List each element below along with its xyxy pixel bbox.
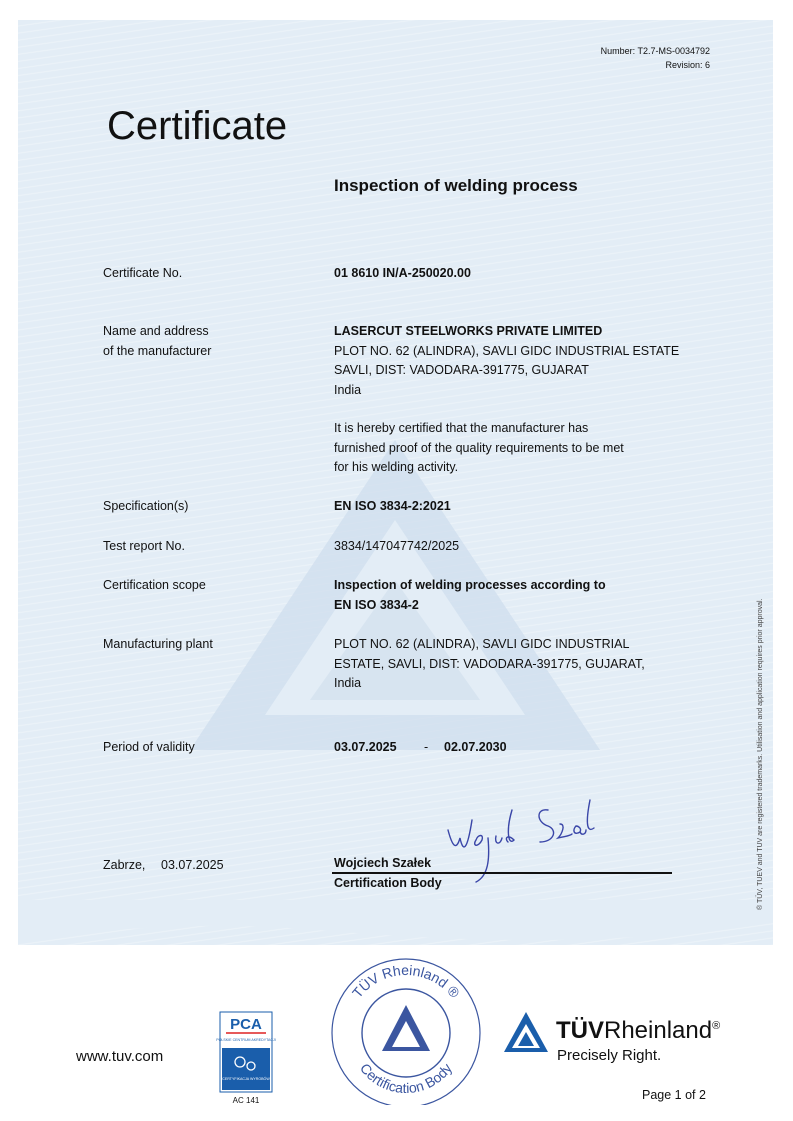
plant-label: Manufacturing plant	[103, 637, 213, 651]
certificate-number-line: Number: T2.7-MS-0034792	[600, 46, 710, 56]
validity-dash: -	[424, 740, 429, 754]
certificate-no-label: Certificate No.	[103, 266, 183, 280]
manufacturer-label-line2: of the manufacturer	[103, 344, 212, 358]
specification-label: Specification(s)	[103, 499, 189, 513]
manufacturer-label-line1: Name and address	[103, 324, 209, 338]
panel-wave-edge	[18, 900, 773, 960]
handwritten-signature	[436, 790, 606, 890]
statement-line1: It is hereby certified that the manufacturer has	[334, 421, 589, 435]
signer-name: Wojciech Szałek	[334, 856, 432, 870]
manufacturer-address-line2: SAVLI, DIST: VADODARA-391775, GUJARAT	[334, 363, 589, 377]
test-report-label: Test report No.	[103, 539, 185, 553]
signer-role: Certification Body	[334, 876, 442, 890]
brand-rest: Rheinland	[604, 1017, 713, 1044]
validity-from: 03.07.2025	[334, 740, 397, 754]
scope-value-line1: Inspection of welding processes according to	[334, 578, 606, 592]
pca-code: AC 141	[232, 1096, 260, 1105]
test-report-value: 3834/147047742/2025	[334, 539, 460, 553]
validity-label: Period of validity	[103, 740, 195, 754]
seal-top-text: TÜV Rheinland ®	[348, 961, 463, 1001]
manufacturer-address-line1: PLOT NO. 62 (ALINDRA), SAVLI GIDC INDUSTRIAL ESTATE	[334, 344, 680, 358]
pca-badge-text: CERTYFIKACJA WYROBÓW	[222, 1077, 270, 1081]
validity-to: 02.07.2030	[444, 740, 507, 754]
tuv-brand-name	[556, 1017, 720, 1045]
website-link[interactable]: www.tuv.com	[76, 1048, 164, 1065]
seal-bottom-text: Certification Body	[356, 1060, 456, 1097]
scope-value-line2: EN ISO 3834-2	[334, 598, 419, 612]
brand-bold: TÜV	[556, 1017, 604, 1044]
certification-body-seal	[326, 955, 486, 1105]
revision-line: Revision: 6	[665, 60, 710, 70]
plant-line1: PLOT NO. 62 (ALINDRA), SAVLI GIDC INDUSTRIAL	[334, 637, 630, 651]
pca-logo-text: PCA	[230, 1016, 262, 1033]
signing-place: Zabrze,	[103, 858, 146, 872]
trademark-note: ® TÜV, TUEV and TUV are registered trademarks. Utilisation and application requires prior approval.	[757, 598, 764, 910]
tuv-slogan: Precisely Right.	[557, 1047, 662, 1064]
pca-accreditation-logo	[216, 1012, 276, 1092]
pca-subtext: POLSKIE CENTRUM AKREDYTACJI	[216, 1038, 276, 1042]
document-subtitle: Inspection of welding process	[334, 176, 578, 195]
manufacturer-address-line3: India	[334, 383, 362, 397]
page-indicator: Page 1 of 2	[642, 1088, 706, 1102]
plant-line3: India	[334, 676, 362, 690]
certificate-no-value: 01 8610 IN/A-250020.00	[334, 266, 471, 280]
document-title: Certificate	[107, 104, 288, 148]
plant-line2: ESTATE, SAVLI, DIST: VADODARA-391775, GUJARAT,	[334, 657, 645, 671]
scope-label: Certification scope	[103, 578, 206, 592]
statement-line3: for his welding activity.	[334, 460, 459, 474]
brand-reg: ®	[712, 1020, 721, 1032]
tuv-triangle-icon	[502, 1010, 550, 1054]
statement-line2: furnished proof of the quality requirements to be met	[334, 441, 624, 455]
specification-value: EN ISO 3834-2:2021	[334, 499, 451, 513]
signing-date: 03.07.2025	[161, 858, 224, 872]
manufacturer-name: LASERCUT STEELWORKS PRIVATE LIMITED	[334, 324, 603, 338]
